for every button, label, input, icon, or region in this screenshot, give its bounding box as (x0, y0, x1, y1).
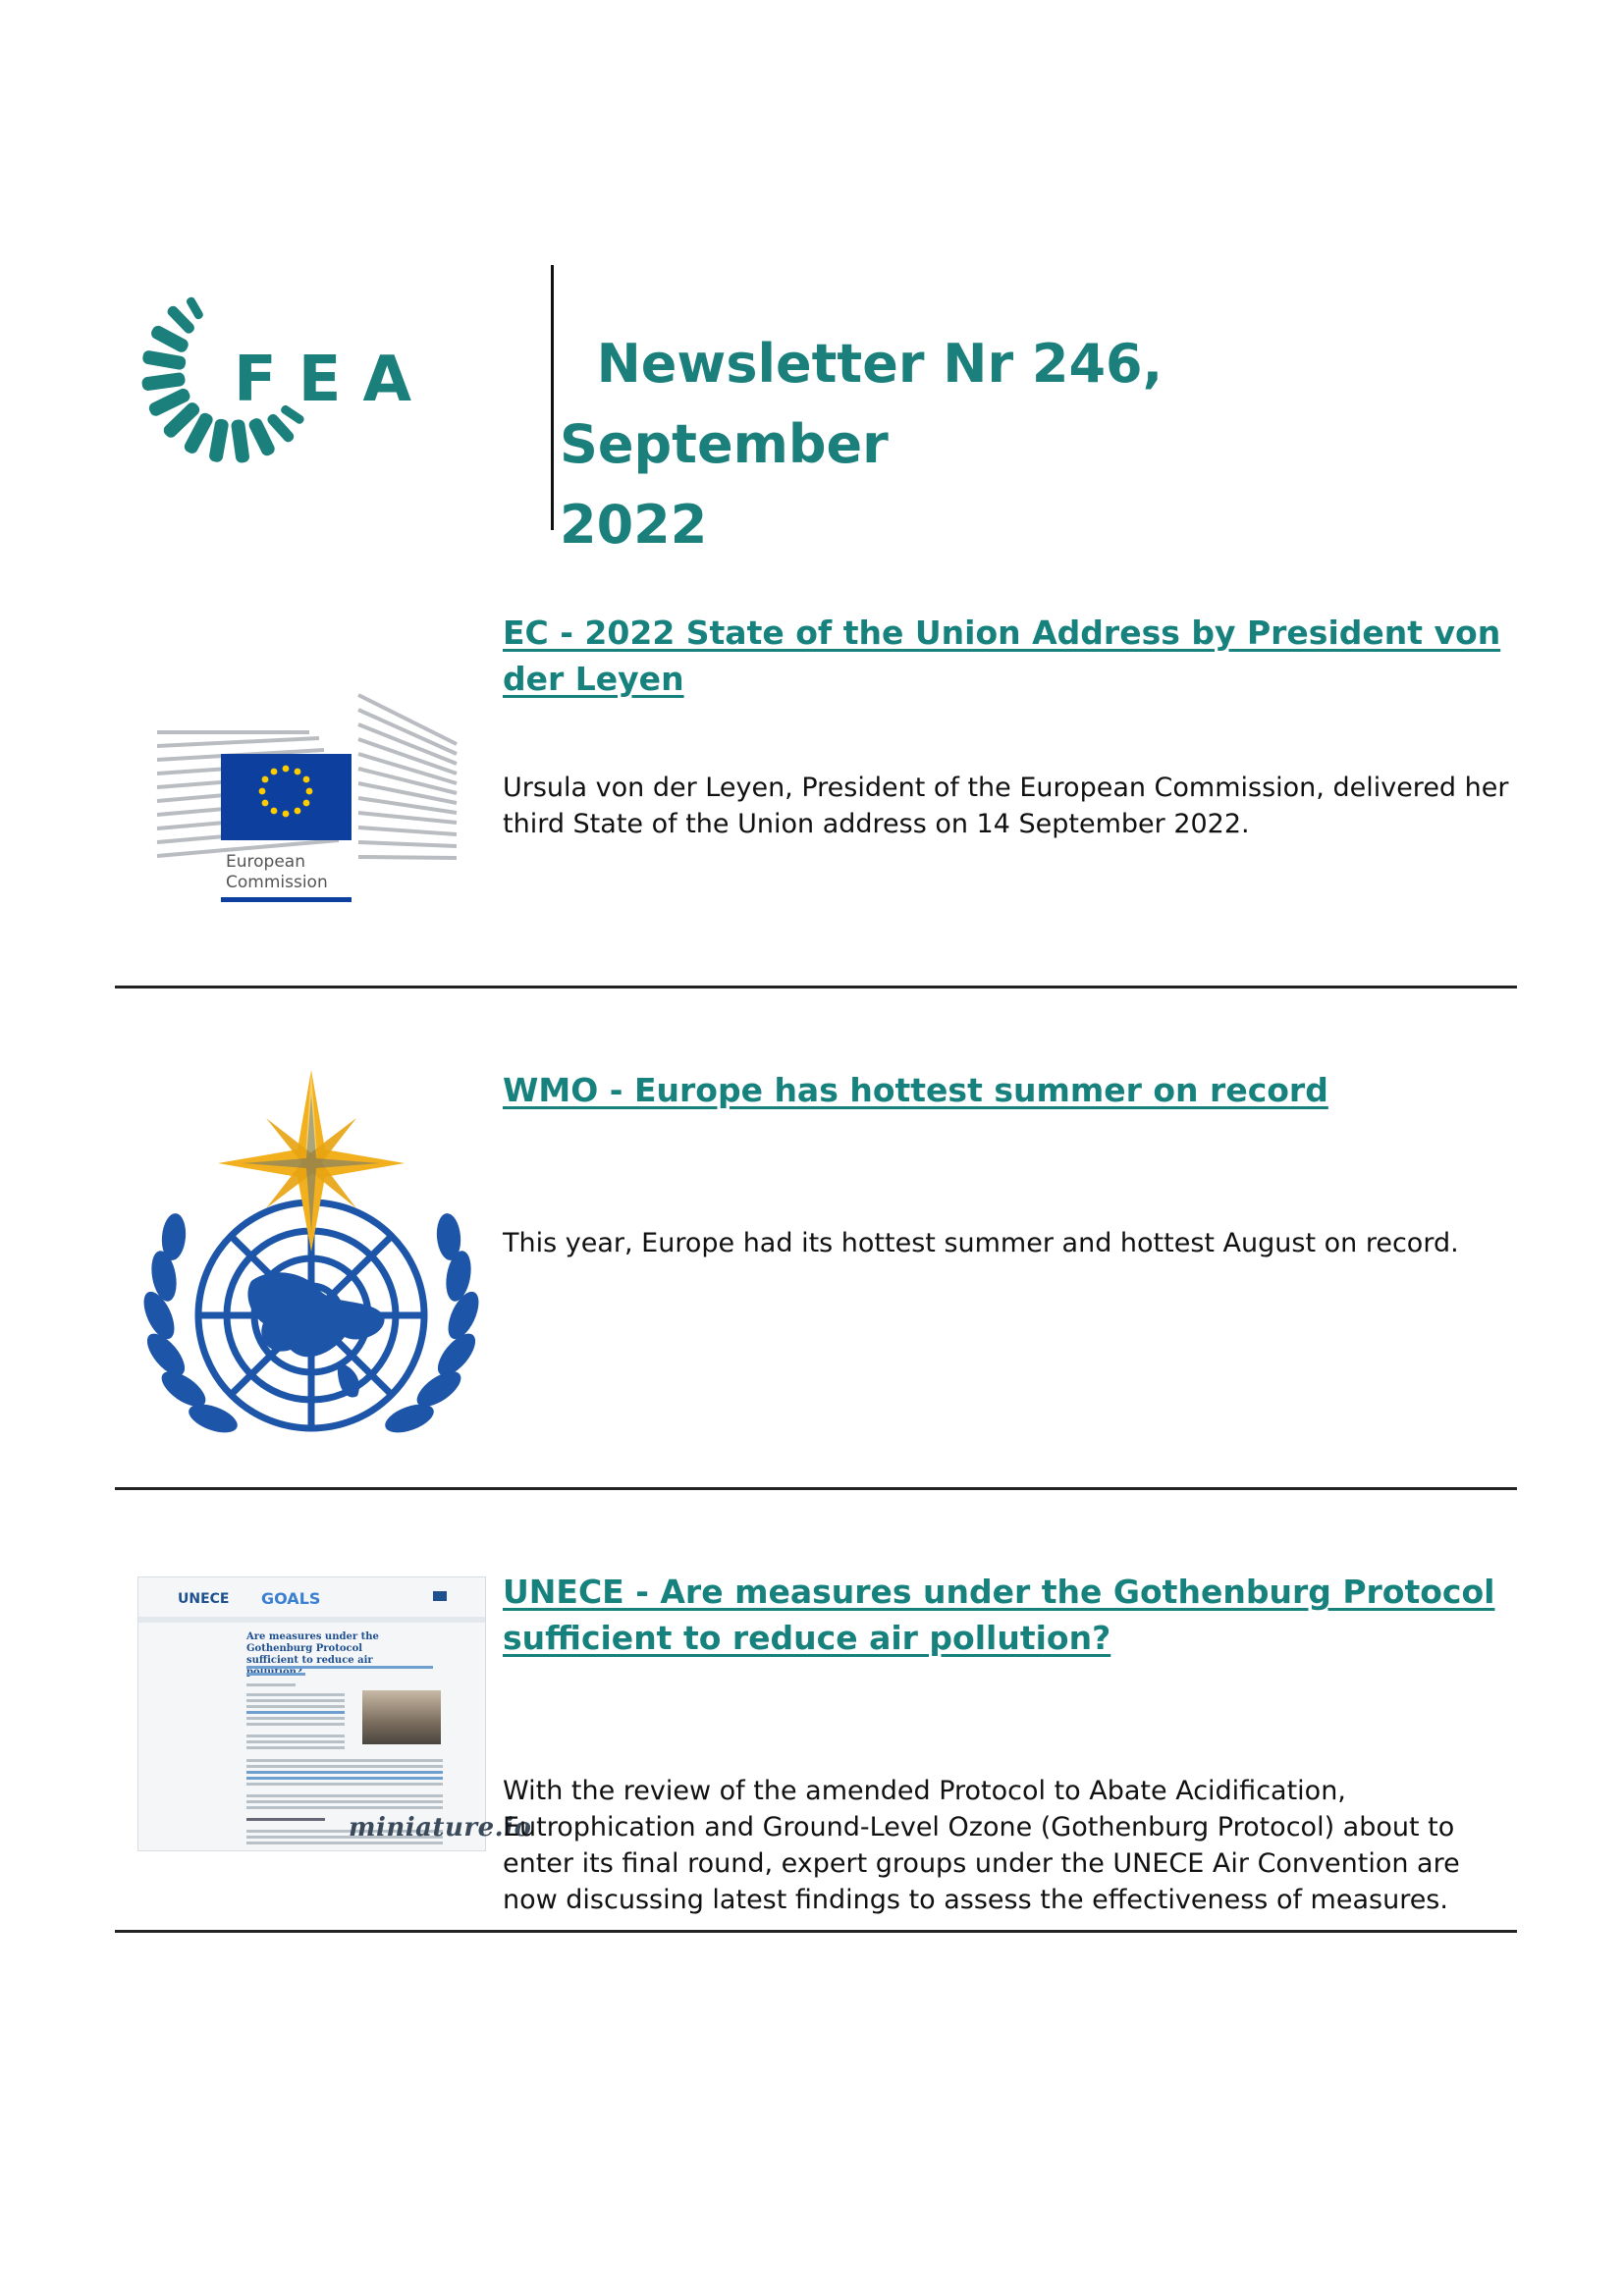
article-summary-wmo: This year, Europe had its hottest summer and hottest August on record. (503, 1228, 1459, 1258)
thumb-photo (362, 1690, 441, 1744)
article-headline-wmo[interactable]: WMO - Europe has hottest summer on record (503, 1071, 1328, 1109)
article-headline-ec[interactable]: EC - 2022 State of the Union Address by President von der Leyen (503, 614, 1501, 698)
wmo-thumbnail[interactable] (134, 1070, 489, 1463)
european-commission-logo (137, 616, 466, 968)
watermark-text: miniature.io (349, 1813, 532, 1842)
newsletter-title: Newsletter Nr 246, September 2022 (560, 333, 1164, 556)
article-headline-unece[interactable]: UNECE - Are measures under the Gothenburg Protocol sufficient to reduce air pollution? (503, 1573, 1495, 1657)
thumb-org-label: UNECE (178, 1591, 230, 1607)
unece-thumbnail[interactable] (137, 1576, 532, 1851)
article-summary-unece: With the review of the amended Protocol to Abate Acidification, Eutrophication and Ground-Level Ozone (Gothenburg Protocol) about to enter its final round, expert groups under the UNECE Air Convention are now discussing latest findings to assess the effectiveness of measures. (503, 1776, 1460, 1915)
ec-thumbnail[interactable] (137, 616, 466, 968)
fea-logo-text: FEA (234, 344, 433, 416)
fea-logo-graphic (116, 265, 440, 491)
thumb-goals-label: GOALS (261, 1589, 321, 1608)
header-divider (551, 265, 554, 530)
ec-logo-text-2: Commission (226, 873, 328, 892)
article-divider (115, 986, 1517, 988)
article-summary-ec: Ursula von der Leyen, President of the European Commission, delivered her third State of the Union address on 14 September 2022. (503, 773, 1509, 839)
article-divider (115, 1487, 1517, 1490)
ec-logo-text-1: European (226, 852, 305, 872)
article-divider (115, 1930, 1517, 1933)
fea-logo (116, 265, 440, 491)
thumb-article-title: Are measures under the Gothenburg Protocol sufficient to reduce air (246, 1631, 379, 1666)
wmo-logo (134, 1070, 489, 1463)
